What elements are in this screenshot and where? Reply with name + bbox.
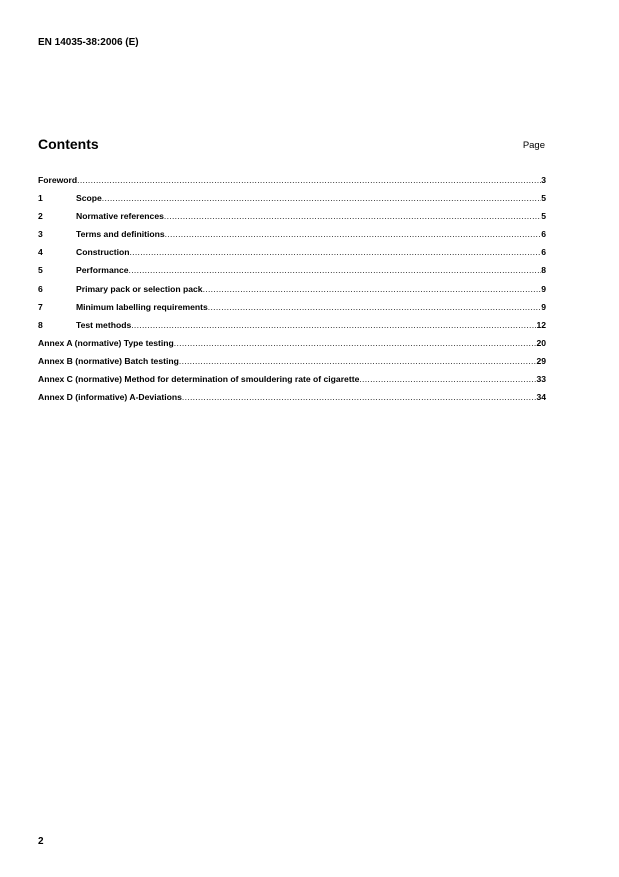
toc-entry-scope[interactable] (38, 193, 546, 211)
toc-entry-page: 6 (541, 247, 546, 258)
toc-entry-annex-a[interactable] (38, 338, 546, 356)
toc-entry-number: 7 (38, 301, 43, 312)
toc-entry-title: Scope (76, 193, 102, 204)
toc-entry-title: Foreword (38, 175, 78, 185)
toc-leader-dots (174, 338, 537, 349)
toc-leader-dots (182, 392, 537, 403)
page-number: 2 (38, 836, 44, 847)
toc-leader-dots (203, 284, 542, 295)
toc-leader-dots (208, 302, 541, 313)
toc-entry-page: 34 (536, 392, 546, 403)
toc-entry-title: Annex A (normative) Type testing (38, 337, 174, 348)
toc-entry-page: 29 (536, 355, 546, 366)
toc-entry-page: 8 (541, 265, 546, 276)
toc-leader-dots (129, 265, 542, 276)
toc-entry-title: Annex D (informative) A-Deviations (38, 392, 182, 403)
toc-entry-annex-b[interactable] (38, 356, 546, 374)
toc-entry-labelling-requirements[interactable] (38, 302, 546, 320)
toc-entry-annex-c[interactable] (38, 374, 546, 392)
toc-leader-dots (359, 374, 536, 385)
toc-entry-annex-d[interactable] (38, 392, 546, 410)
toc-entry-foreword[interactable] (38, 175, 546, 193)
toc-entry-number: 3 (38, 229, 43, 240)
toc-entry-number: 1 (38, 193, 43, 204)
toc-entry-number: 2 (38, 211, 43, 222)
toc-entry-test-methods[interactable] (38, 320, 546, 338)
toc-entry-page: 5 (541, 211, 546, 222)
document-id: EN 14035-38:2006 (E) (38, 37, 139, 48)
toc-entry-title: Annex B (normative) Batch testing (38, 355, 179, 366)
toc-entry-page: 3 (541, 175, 546, 185)
toc-entry-page: 33 (536, 374, 546, 385)
toc-entry-number: 6 (38, 283, 43, 294)
toc-entry-page: 12 (536, 319, 546, 330)
toc-entry-number: 4 (38, 247, 43, 258)
page-column-label: Page (522, 140, 545, 151)
contents-title: Contents (38, 136, 99, 152)
toc-entry-page: 5 (541, 193, 546, 204)
toc-entry-number: 8 (38, 319, 43, 330)
toc-entry-title: Primary pack or selection pack (76, 283, 203, 294)
toc-leader-dots (164, 211, 541, 222)
toc-leader-dots (129, 247, 541, 258)
toc-entry-title: Test methods (76, 319, 132, 330)
toc-leader-dots (77, 175, 541, 186)
table-of-contents (38, 175, 546, 410)
toc-leader-dots (179, 356, 537, 367)
toc-leader-dots (165, 229, 542, 240)
toc-leader-dots (131, 320, 536, 331)
toc-entry-title: Construction (76, 247, 130, 258)
toc-entry-page: 9 (541, 301, 546, 312)
toc-entry-page: 6 (541, 229, 546, 240)
toc-entry-normative-references[interactable] (38, 211, 546, 229)
toc-entry-title: Performance (76, 265, 129, 276)
contents-header (38, 136, 546, 154)
toc-entry-terms-and-definitions[interactable] (38, 229, 546, 247)
toc-entry-construction[interactable] (38, 247, 546, 265)
toc-entry-title: Normative references (76, 211, 164, 222)
toc-entry-page: 9 (541, 283, 546, 294)
toc-entry-primary-pack[interactable] (38, 284, 546, 302)
toc-entry-title: Annex C (normative) Method for determination of smouldering rate of cigarette (38, 374, 360, 385)
toc-leader-dots (102, 193, 541, 204)
toc-entry-title: Terms and definitions (76, 229, 165, 240)
toc-entry-performance[interactable] (38, 265, 546, 283)
toc-entry-number: 5 (38, 265, 43, 276)
toc-entry-title: Minimum labelling requirements (76, 301, 208, 312)
toc-entry-page: 20 (536, 337, 546, 348)
